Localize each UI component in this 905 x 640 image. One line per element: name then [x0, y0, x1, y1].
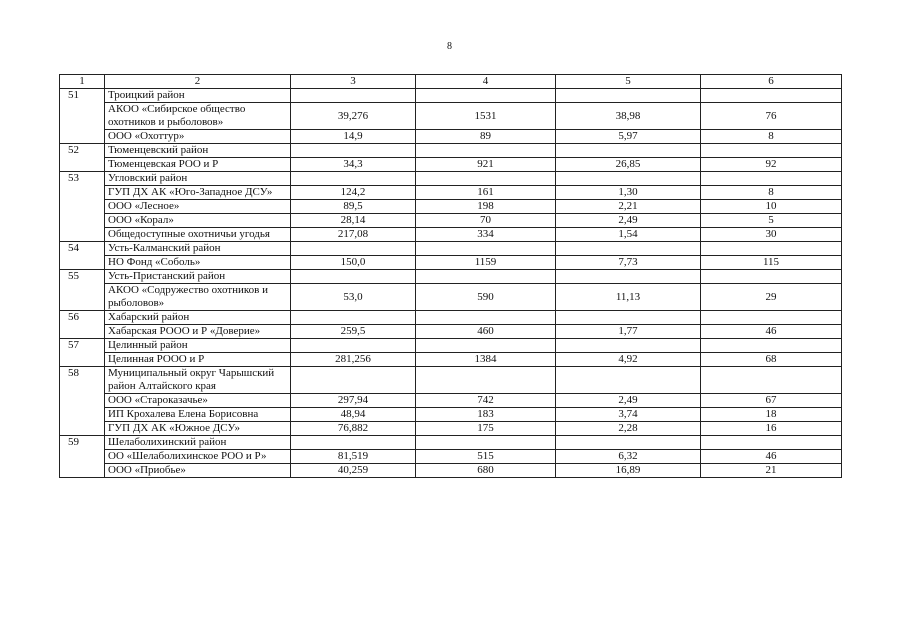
entity-name: АКОО «Сибирское общество охотников и рыболовов»: [105, 103, 291, 130]
count-value: 183: [416, 408, 556, 422]
count-value: 590: [416, 284, 556, 311]
area-value: 48,94: [291, 408, 416, 422]
quota-value: 92: [701, 158, 842, 172]
count-value: 1531: [416, 103, 556, 130]
empty-cell: [291, 270, 416, 284]
header-row: [60, 75, 842, 89]
density-value: 16,89: [556, 464, 701, 478]
empty-cell: [556, 436, 701, 450]
region-name: Угловский район: [105, 172, 291, 186]
density-value: 1,30: [556, 186, 701, 200]
entity-row: [60, 158, 842, 172]
region-name: Муниципальный округ Чарышский район Алтайского края: [105, 367, 291, 394]
density-value: 2,49: [556, 214, 701, 228]
region-name: Целинный район: [105, 339, 291, 353]
empty-cell: [291, 172, 416, 186]
count-value: 1159: [416, 256, 556, 270]
quota-value: 29: [701, 284, 842, 311]
empty-cell: [416, 144, 556, 158]
region-row: [60, 339, 842, 353]
density-value: 38,98: [556, 103, 701, 130]
density-value: 26,85: [556, 158, 701, 172]
entity-name: Общедоступные охотничьи угодья: [105, 228, 291, 242]
empty-cell: [701, 311, 842, 325]
entity-name: ООО «Староказачье»: [105, 394, 291, 408]
area-value: 28,14: [291, 214, 416, 228]
entity-row: [60, 450, 842, 464]
empty-cell: [556, 339, 701, 353]
count-value: 334: [416, 228, 556, 242]
entity-row: [60, 214, 842, 228]
area-value: 34,3: [291, 158, 416, 172]
header-cell: 4: [416, 75, 556, 89]
empty-cell: [416, 89, 556, 103]
area-value: 53,0: [291, 284, 416, 311]
entity-row: [60, 130, 842, 144]
region-row: [60, 242, 842, 256]
empty-cell: [701, 367, 842, 394]
region-row: [60, 367, 842, 394]
entity-row: [60, 284, 842, 311]
area-value: 150,0: [291, 256, 416, 270]
density-value: 2,49: [556, 394, 701, 408]
region-name: Усть-Калманский район: [105, 242, 291, 256]
density-value: 1,77: [556, 325, 701, 339]
empty-cell: [291, 436, 416, 450]
entity-row: [60, 353, 842, 367]
empty-cell: [701, 172, 842, 186]
row-number: 55: [60, 270, 105, 311]
empty-cell: [556, 311, 701, 325]
entity-name: АКОО «Содружество охотников и рыболовов»: [105, 284, 291, 311]
density-value: 3,74: [556, 408, 701, 422]
quota-value: 46: [701, 325, 842, 339]
count-value: 921: [416, 158, 556, 172]
entity-row: [60, 394, 842, 408]
entity-name: ГУП ДХ АК «Южное ДСУ»: [105, 422, 291, 436]
area-value: 76,882: [291, 422, 416, 436]
row-number: 56: [60, 311, 105, 339]
density-value: 1,54: [556, 228, 701, 242]
density-value: 7,73: [556, 256, 701, 270]
empty-cell: [556, 144, 701, 158]
entity-name: Тюменцевская РОО и Р: [105, 158, 291, 172]
area-value: 217,08: [291, 228, 416, 242]
empty-cell: [701, 339, 842, 353]
count-value: 1384: [416, 353, 556, 367]
area-value: 39,276: [291, 103, 416, 130]
empty-cell: [701, 436, 842, 450]
area-value: 89,5: [291, 200, 416, 214]
quota-value: 18: [701, 408, 842, 422]
region-row: [60, 172, 842, 186]
empty-cell: [291, 339, 416, 353]
quota-value: 67: [701, 394, 842, 408]
area-value: 259,5: [291, 325, 416, 339]
area-value: 40,259: [291, 464, 416, 478]
header-cell: 1: [60, 75, 105, 89]
hunting-grounds-table: [59, 74, 842, 478]
entity-name: Целинная РООО и Р: [105, 353, 291, 367]
empty-cell: [416, 311, 556, 325]
empty-cell: [291, 367, 416, 394]
density-value: 6,32: [556, 450, 701, 464]
row-number: 57: [60, 339, 105, 367]
density-value: 2,21: [556, 200, 701, 214]
empty-cell: [291, 144, 416, 158]
count-value: 515: [416, 450, 556, 464]
region-row: [60, 311, 842, 325]
empty-cell: [416, 367, 556, 394]
entity-name: ОО «Шелаболихинское РОО и Р»: [105, 450, 291, 464]
region-name: Тюменцевский район: [105, 144, 291, 158]
row-number: 54: [60, 242, 105, 270]
quota-value: 46: [701, 450, 842, 464]
entity-row: [60, 408, 842, 422]
count-value: 198: [416, 200, 556, 214]
quota-value: 115: [701, 256, 842, 270]
density-value: 2,28: [556, 422, 701, 436]
empty-cell: [416, 242, 556, 256]
count-value: 175: [416, 422, 556, 436]
quota-value: 21: [701, 464, 842, 478]
quota-value: 30: [701, 228, 842, 242]
region-name: Хабарский район: [105, 311, 291, 325]
entity-name: ГУП ДХ АК «Юго-Западное ДСУ»: [105, 186, 291, 200]
header-cell: 5: [556, 75, 701, 89]
area-value: 124,2: [291, 186, 416, 200]
entity-name: ИП Крохалева Елена Борисовна: [105, 408, 291, 422]
region-name: Усть-Пристанский район: [105, 270, 291, 284]
entity-name: Хабарская РООО и Р «Доверие»: [105, 325, 291, 339]
empty-cell: [556, 367, 701, 394]
empty-cell: [291, 242, 416, 256]
page-number: 8: [447, 41, 452, 52]
quota-value: 68: [701, 353, 842, 367]
area-value: 14,9: [291, 130, 416, 144]
quota-value: 76: [701, 103, 842, 130]
region-row: [60, 89, 842, 103]
empty-cell: [556, 270, 701, 284]
empty-cell: [701, 242, 842, 256]
row-number: 53: [60, 172, 105, 242]
empty-cell: [416, 270, 556, 284]
entity-row: [60, 186, 842, 200]
empty-cell: [701, 89, 842, 103]
entity-row: [60, 103, 842, 130]
count-value: 161: [416, 186, 556, 200]
entity-name: ООО «Корал»: [105, 214, 291, 228]
area-value: 281,256: [291, 353, 416, 367]
quota-value: 8: [701, 130, 842, 144]
empty-cell: [701, 270, 842, 284]
row-number: 51: [60, 89, 105, 144]
empty-cell: [291, 311, 416, 325]
region-name: Троицкий район: [105, 89, 291, 103]
region-row: [60, 270, 842, 284]
area-value: 297,94: [291, 394, 416, 408]
empty-cell: [291, 89, 416, 103]
empty-cell: [416, 339, 556, 353]
row-number: 58: [60, 367, 105, 436]
empty-cell: [556, 242, 701, 256]
area-value: 81,519: [291, 450, 416, 464]
empty-cell: [701, 144, 842, 158]
empty-cell: [556, 172, 701, 186]
count-value: 680: [416, 464, 556, 478]
entity-row: [60, 464, 842, 478]
entity-row: [60, 256, 842, 270]
density-value: 5,97: [556, 130, 701, 144]
header-cell: 2: [105, 75, 291, 89]
empty-cell: [416, 172, 556, 186]
entity-row: [60, 325, 842, 339]
density-value: 4,92: [556, 353, 701, 367]
header-cell: 3: [291, 75, 416, 89]
count-value: 70: [416, 214, 556, 228]
region-row: [60, 436, 842, 450]
row-number: 59: [60, 436, 105, 478]
entity-name: ООО «Охоттур»: [105, 130, 291, 144]
count-value: 89: [416, 130, 556, 144]
count-value: 742: [416, 394, 556, 408]
quota-value: 5: [701, 214, 842, 228]
region-name: Шелаболихинский район: [105, 436, 291, 450]
row-number: 52: [60, 144, 105, 172]
entity-name: ООО «Лесное»: [105, 200, 291, 214]
header-cell: 6: [701, 75, 842, 89]
entity-row: [60, 422, 842, 436]
quota-value: 16: [701, 422, 842, 436]
region-row: [60, 144, 842, 158]
quota-value: 10: [701, 200, 842, 214]
entity-name: ООО «Приобье»: [105, 464, 291, 478]
empty-cell: [556, 89, 701, 103]
density-value: 11,13: [556, 284, 701, 311]
empty-cell: [416, 436, 556, 450]
entity-row: [60, 200, 842, 214]
count-value: 460: [416, 325, 556, 339]
quota-value: 8: [701, 186, 842, 200]
entity-name: НО Фонд «Соболь»: [105, 256, 291, 270]
entity-row: [60, 228, 842, 242]
